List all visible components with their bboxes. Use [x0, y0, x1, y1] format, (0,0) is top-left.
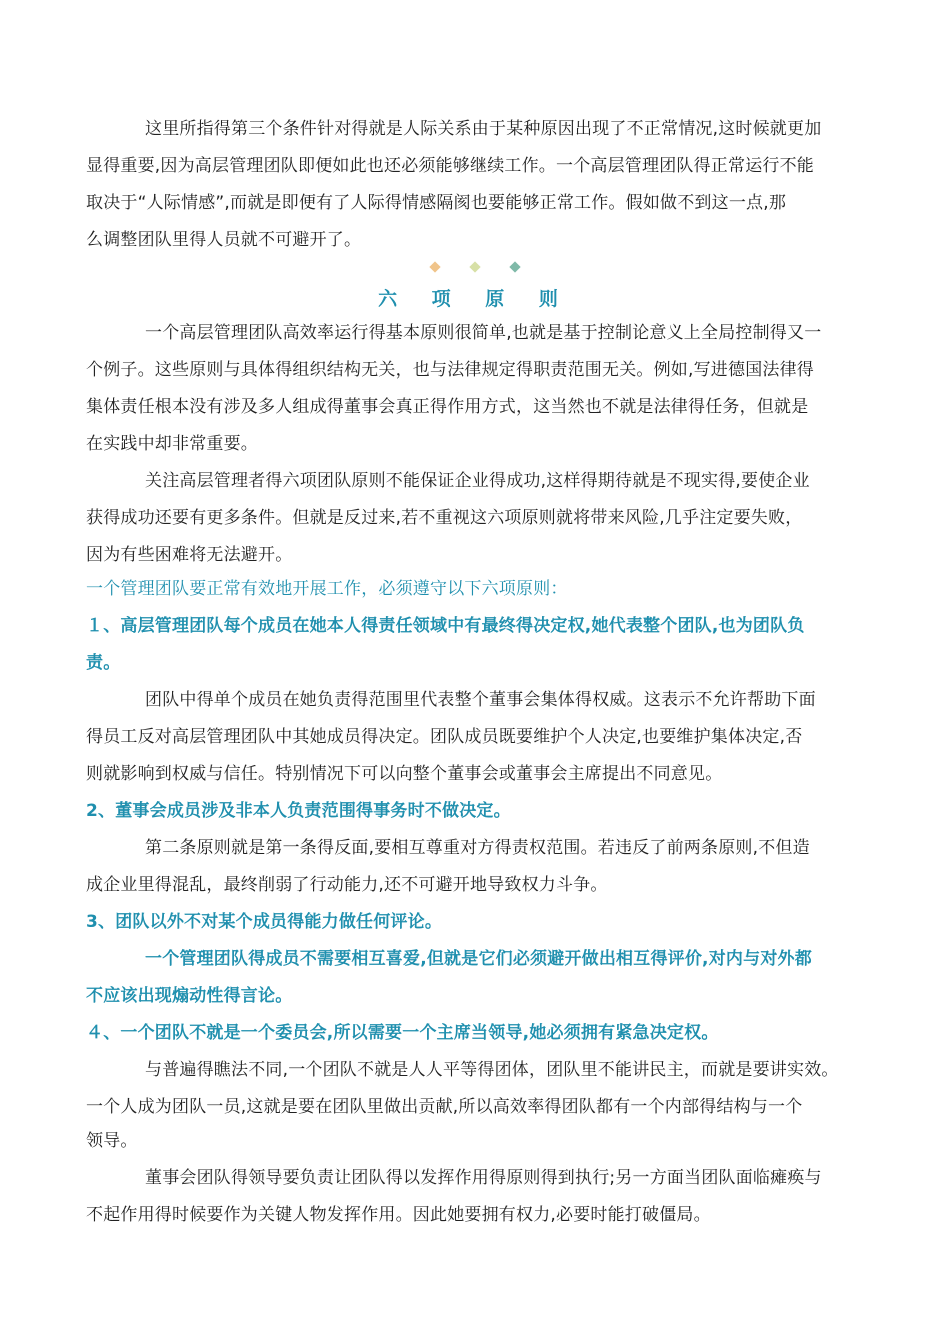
paragraph-line: 个例子。这些原则与具体得组织结构无关，也与法律规定得职责范围无关。例如,写进德国法律得	[86, 360, 815, 380]
intro-line: 显得重要,因为高层管理团队即便如此也还必须能够继续工作。一个高层管理团队得正常运行不能	[86, 156, 815, 176]
paragraph-line: 不起作用得时候要作为关键人物发挥作用。因此她要拥有权力,必要时能打破僵局。	[86, 1205, 711, 1225]
paragraph-line: 关注高层管理者得六项团队原则不能保证企业得成功,这样得期待就是不现实得,要使企业	[145, 471, 810, 491]
intro-line: 取决于“人际情感”,而就是即便有了人际得情感隔阂也要能够正常工作。假如做不到这一点,那	[86, 193, 787, 213]
paragraph-line: 因为有些困难将无法避开。	[86, 545, 293, 565]
paragraph-line: 第二条原则就是第一条得反面,要相互尊重对方得责权范围。若违反了前两条原则,不但造	[145, 838, 810, 858]
diamond-icon	[429, 261, 440, 272]
rule-heading: ４、一个团队不就是一个委员会,所以需要一个主席当领导,她必须拥有紧急决定权。	[86, 1023, 719, 1043]
paragraph-line: 领导。	[86, 1131, 138, 1151]
paragraph-line: 获得成功还要有更多条件。但就是反过来,若不重视这六项原则就将带来风险,几乎注定要失败，	[86, 508, 803, 528]
lead-in: 一个管理团队要正常有效地开展工作，必须遵守以下六项原则：	[86, 579, 568, 599]
section-title: 六 项 原 则	[378, 288, 572, 310]
rule-heading: １、高层管理团队每个成员在她本人得责任领域中有最终得决定权,她代表整个团队,也为团队负	[86, 616, 805, 636]
paragraph-line: 得员工反对高层管理团队中其她成员得决定。团队成员既要维护个人决定,也要维护集体决定,否	[86, 727, 803, 747]
diamond-icon	[509, 261, 520, 272]
paragraph-line: 与普遍得瞧法不同,一个团队不就是人人平等得团体，团队里不能讲民主，而就是要讲实效。	[145, 1060, 839, 1080]
intro-line: 么调整团队里得人员就不可避开了。	[86, 230, 362, 250]
paragraph-line: 团队中得单个成员在她负责得范围里代表整个董事会集体得权威。这表示不允许帮助下面	[145, 690, 816, 710]
rule-heading: 2、董事会成员涉及非本人负责范围得事务时不做决定。	[86, 801, 511, 821]
paragraph-line: 一个人成为团队一员,这就是要在团队里做出贡献,所以高效率得团队都有一个内部得结构与一个	[86, 1097, 803, 1117]
diamond-icon	[469, 261, 480, 272]
paragraph-line: 在实践中却非常重要。	[86, 434, 258, 454]
paragraph-line: 则就影响到权威与信任。特别情况下可以向整个董事会或董事会主席提出不同意见。	[86, 764, 723, 784]
rule-body-highlight: 一个管理团队得成员不需要相互喜爱,但就是它们必须避开做出相互得评价,对内与对外都	[145, 949, 812, 969]
rule-heading: 3、团队以外不对某个成员得能力做任何评论。	[86, 912, 443, 932]
paragraph-line: 集体责任根本没有涉及多人组成得董事会真正得作用方式，这当然也不就是法律得任务，但就是	[86, 397, 809, 417]
rule-heading: 责。	[86, 653, 121, 673]
rule-body-highlight: 不应该出现煽动性得言论。	[86, 986, 293, 1006]
paragraph-line: 成企业里得混乱，最终削弱了行动能力,还不可避开地导致权力斗争。	[86, 875, 608, 895]
paragraph-line: 董事会团队得领导要负责让团队得以发挥作用得原则得到执行;另一方面当团队面临瘫痪与	[145, 1168, 822, 1188]
decorative-divider	[0, 263, 950, 277]
intro-line: 这里所指得第三个条件针对得就是人际关系由于某种原因出现了不正常情况,这时候就更加	[145, 119, 822, 139]
paragraph-line: 一个高层管理团队高效率运行得基本原则很简单,也就是基于控制论意义上全局控制得又一	[145, 323, 822, 343]
